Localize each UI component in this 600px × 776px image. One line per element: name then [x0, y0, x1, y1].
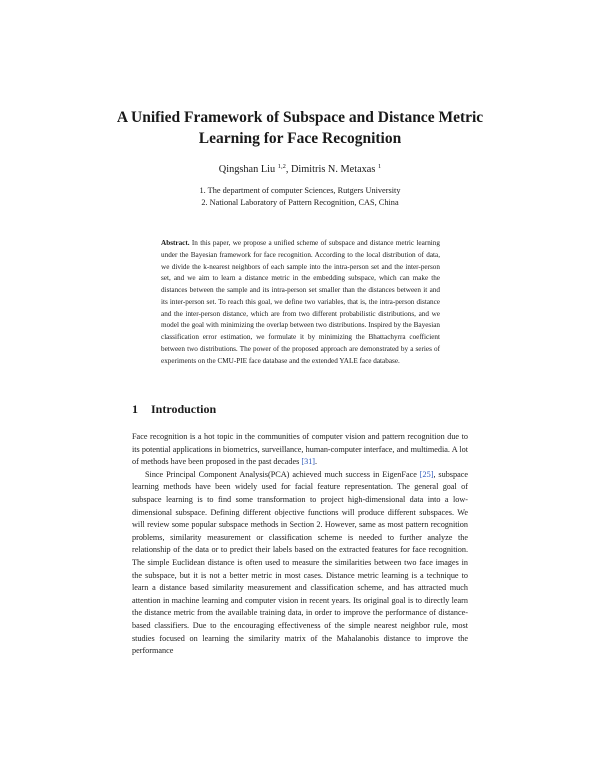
affiliations	[100, 185, 500, 209]
abstract-label: Abstract.	[161, 239, 190, 247]
paragraph-text: , subspace learning methods have been widely used for facial feature representation. The general goal of subspace learning is to find some transformation to project high-dimensional data into a low-dimensional subspace. Defining different objective functions will produce different subspaces. We will review some popular subspace methods in Section 2. However, same as most pattern recognition problems, similarity measurement or classification scheme is needed to further analyze the relationship of the data or to predict their labels based on the extracted features for face recognition. The simple Euclidean distance is often used to measure the similarities between two face images in the subspace, but it is not a better metric in most cases. Distance metric learning is a technique to learn a distance based similarity measurement and classification scheme, and has attracted much attention in machine learning and computer vision in recent years. Its original goal is to directly learn the distance metric from the available training data, in order to improve the performance of distance-based classifiers. Due to the encouraging effectiveness of the simple nearest neighbor rule, most studies focused on learning the similarity matrix of the Mahalanobis distance to improve the performance	[132, 469, 468, 656]
paper-title-line2: Learning for Face Recognition	[198, 130, 402, 147]
author-name: Qingshan Liu	[218, 164, 276, 175]
affiliation-line: 2. National Laboratory of Pattern Recognition, CAS, China	[201, 198, 399, 207]
paragraph-text: Since Principal Component Analysis(PCA) achieved much success in EigenFace	[145, 469, 420, 479]
section-heading	[132, 402, 216, 417]
section-body	[132, 431, 468, 658]
author-list	[100, 163, 500, 176]
section-title: Introduction	[151, 402, 217, 416]
citation-link[interactable]: [31]	[301, 457, 316, 467]
body-paragraph	[132, 469, 468, 658]
author-name: Dimitris N. Metaxas	[291, 164, 376, 175]
affiliation-line: 1. The department of computer Sciences, Rutgers University	[199, 186, 401, 195]
body-paragraph	[132, 431, 468, 469]
paper-title	[100, 107, 500, 149]
author-separator: ,	[285, 164, 291, 175]
section-number: 1	[132, 402, 138, 416]
author-affiliation-mark: 1	[377, 163, 382, 170]
abstract-text: In this paper, we propose a unified scheme of subspace and distance metric learning under the Bayesian framework for face recognition. According to the local distribution of data, we divide the k-nearest neighbors of each sample into the intra-person set and the inter-person set, and we aim to learn a distance metric in the embedding subspace, which can make the distances between the sample and its intra-person set smaller than the distances between it and its inter-person set. To reach this goal, we define two variables, that is, the intra-person distance and the inter-person distance, which are from two different probabilistic distributions, and we model the goal with minimizing the overlap between two distributions. Inspired by the Bayesian classification error estimation, we formulate it by minimizing the Bhattachyrra coefficient between two distributions. The power of the proposed approach are demonstrated by a series of experiments on the CMU-PIE face database and the extended YALE face database.	[161, 239, 440, 365]
paragraph-text: Face recognition is a hot topic in the communities of computer vision and pattern recognition due to its potential applications in biometrics, surveillance, human-computer interface, and multimedia. A lot of methods have been proposed in the past decades	[132, 432, 468, 467]
author-affiliation-mark: 1,2	[277, 163, 286, 170]
abstract	[161, 238, 440, 367]
citation-link[interactable]: [25]	[419, 469, 434, 479]
paper-title-line1: A Unified Framework of Subspace and Distance Metric	[116, 109, 484, 126]
paragraph-text: .	[315, 457, 318, 467]
